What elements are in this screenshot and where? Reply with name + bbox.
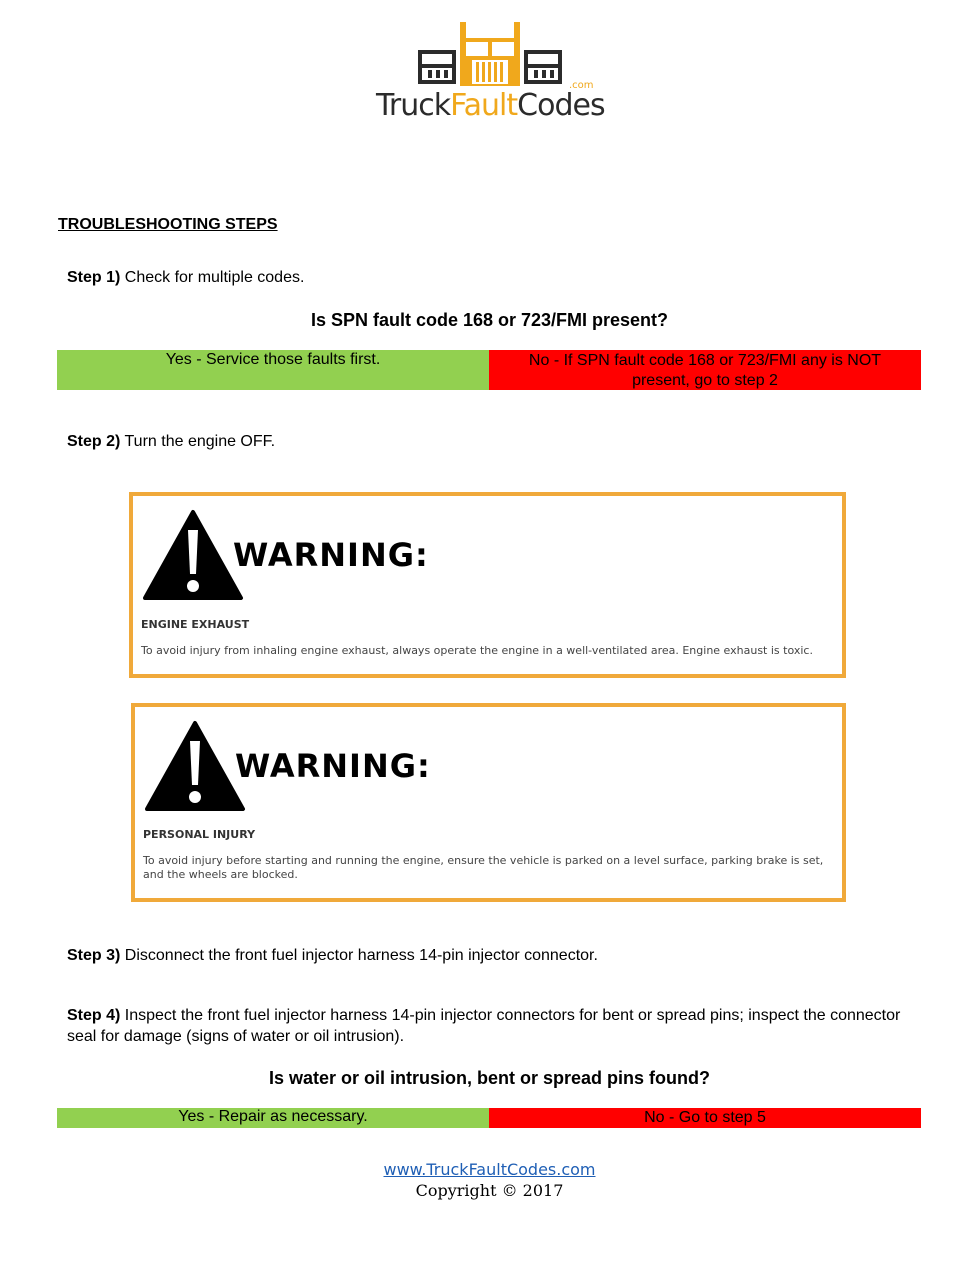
step-3: [67, 945, 917, 966]
step-1-label: Step 1): [67, 269, 121, 286]
warning-1-body: To avoid injury from inhaling engine exhaust, always operate the engine in a well-ventilated area. Engine exhaust is toxic.: [141, 644, 813, 657]
section-title: TROUBLESHOOTING STEPS: [58, 216, 278, 233]
decision-2-no: No - Go to step 5: [489, 1108, 921, 1128]
footer-copyright: Copyright © 2017: [415, 1181, 564, 1200]
warning-triangle-icon: [141, 508, 245, 602]
step-3-label: Step 3): [67, 947, 121, 964]
logo: [376, 20, 604, 130]
question-1: Is SPN fault code 168 or 723/FMI present?: [310, 310, 669, 330]
decision-1-yes: Yes - Service those faults first.: [57, 350, 489, 390]
warning-triangle-icon: [143, 719, 247, 813]
warning-box-personal-injury: [131, 703, 846, 902]
decision-2-yes: Yes - Repair as necessary.: [57, 1108, 489, 1128]
step-2-text: Turn the engine OFF.: [120, 433, 276, 450]
decision-2: [57, 1108, 921, 1128]
warning-2-title: WARNING:: [235, 747, 431, 785]
step-1-text: Check for multiple codes.: [120, 269, 305, 286]
footer-website-link[interactable]: www.TruckFaultCodes.com: [383, 1160, 596, 1179]
logo-part-fault: Fault: [450, 88, 518, 123]
warning-2-body: To avoid injury before starting and running the engine, ensure the vehicle is parked on a level surface, parking brake is set, and the wheels are blocked.: [143, 854, 824, 881]
warning-1-heading: ENGINE EXHAUST: [141, 618, 250, 631]
logo-part-truck: Truck: [376, 88, 451, 123]
step-2-label: Step 2): [67, 433, 121, 450]
step-1: [67, 267, 917, 288]
warning-2-heading: PERSONAL INJURY: [143, 828, 256, 841]
decision-1: [57, 350, 921, 390]
step-4: [67, 1005, 917, 1047]
logo-dotcom: .com: [569, 80, 594, 91]
question-2: Is water or oil intrusion, bent or spread pins found?: [268, 1068, 711, 1088]
warning-box-engine-exhaust: [129, 492, 846, 678]
step-2: [67, 431, 917, 452]
decision-1-no: No - If SPN fault code 168 or 723/FMI any is NOT present, go to step 2: [489, 350, 921, 390]
step-4-label: Step 4): [67, 1007, 121, 1024]
warning-1-title: WARNING:: [233, 536, 429, 574]
logo-part-codes: Codes: [517, 88, 605, 123]
step-4-text: Inspect the front fuel injector harness 14-pin injector connectors for bent or spread pins; inspect the connector seal for damage (signs of water or oil intrusion).: [67, 1007, 901, 1045]
step-3-text: Disconnect the front fuel injector harness 14-pin injector connector.: [120, 947, 598, 964]
logo-wordmark: [376, 88, 604, 123]
